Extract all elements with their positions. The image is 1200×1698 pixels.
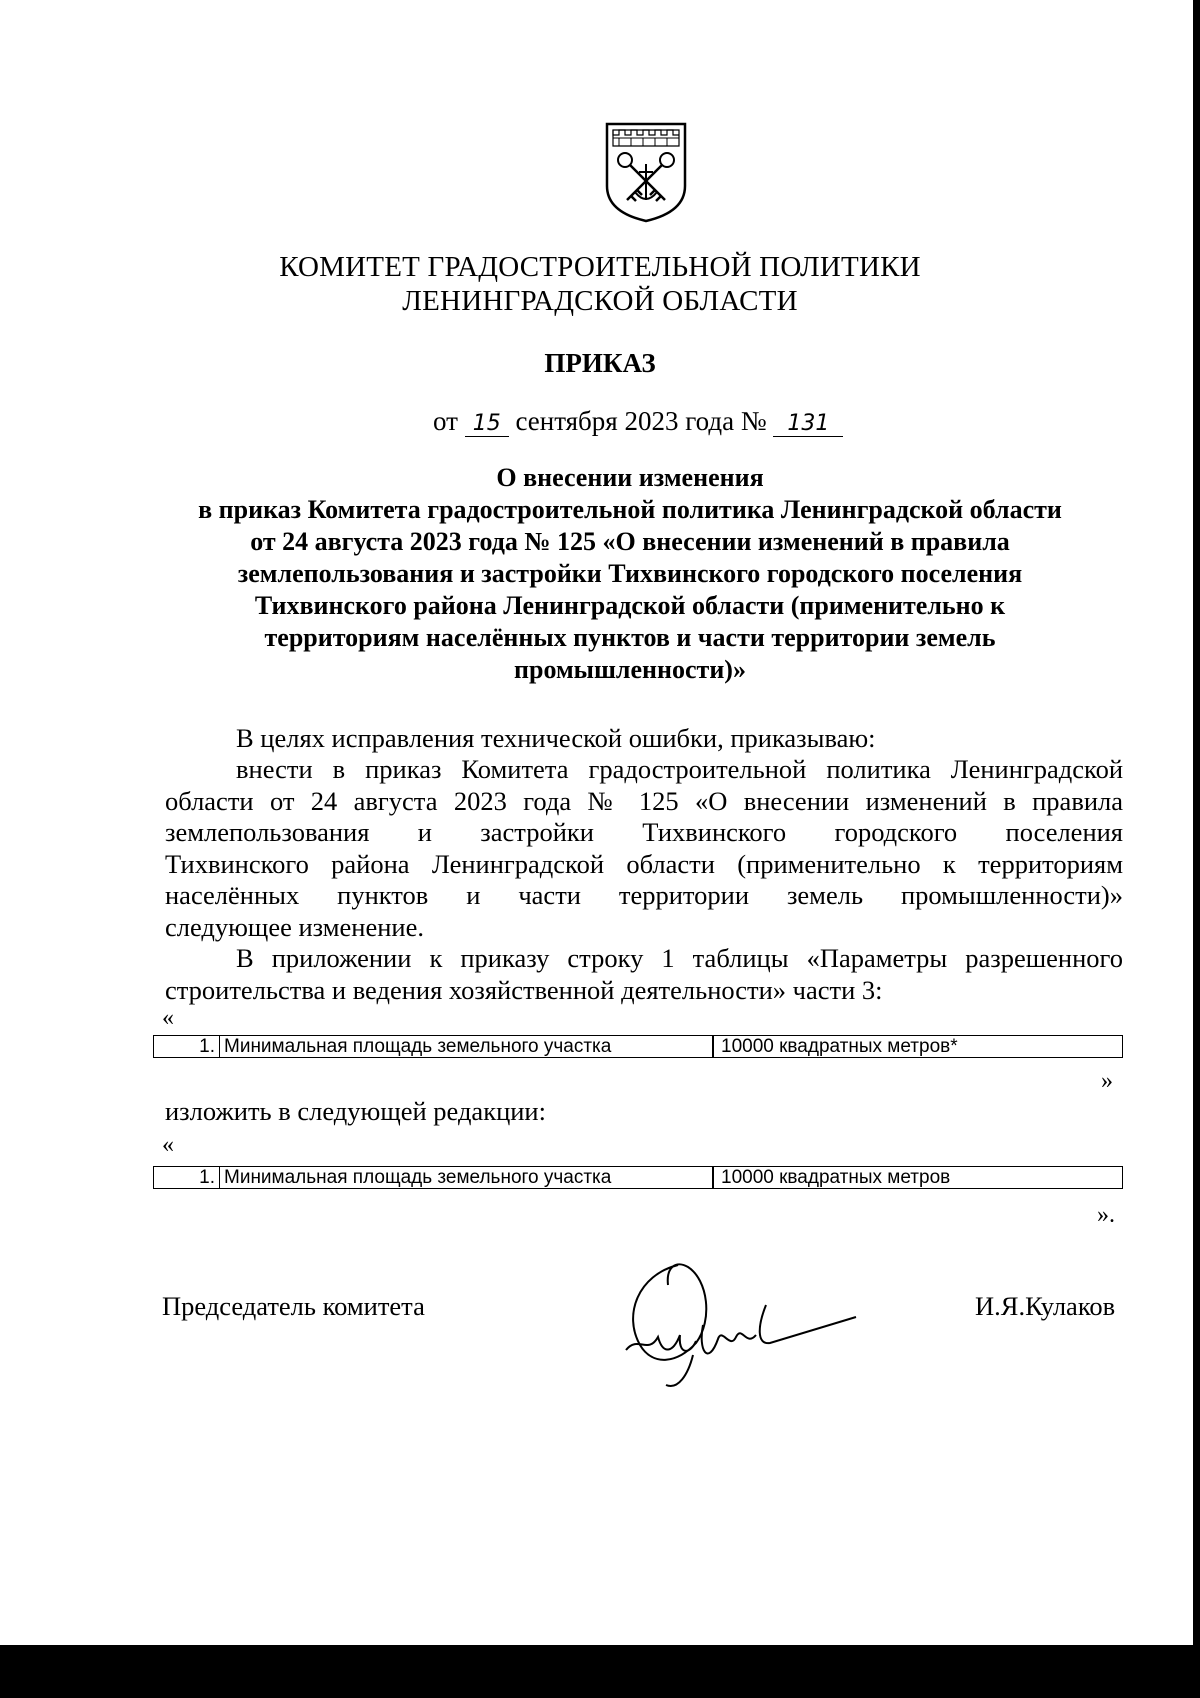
handwritten-day: 15 (465, 412, 509, 437)
subject-line: от 24 августа 2023 года № 125 «О внесении изменений в правила (250, 527, 1010, 556)
subject-line: Тихвинского района Ленинградской области (применительно к (254, 591, 1006, 620)
org-line-1: КОМИТЕТ ГРАДОСТРОИТЕЛЬНОЙ ПОЛИТИКИ (279, 251, 921, 283)
subject-line: промышленности)» (514, 655, 746, 684)
handwritten-number: 131 (773, 412, 843, 437)
date-month-year: сентября 2023 года № (515, 406, 767, 436)
signer-position: Председатель комитета (162, 1291, 425, 1321)
subject-line: О внесении изменения (496, 463, 764, 492)
paragraph-transition (165, 1096, 1123, 1128)
amendment-line: населённых пунктов и части территории земель промышленности)» (165, 880, 1123, 910)
row-value: 10000 квадратных метров* (721, 1036, 958, 1057)
open-quote: « (162, 1132, 174, 1158)
order-subject (150, 462, 1110, 686)
signature-icon (618, 1255, 868, 1395)
column-divider (712, 1167, 714, 1188)
close-quote-final: ». (1097, 1202, 1115, 1228)
paragraph-annex (165, 943, 1123, 1006)
date-line (433, 406, 843, 437)
paragraph-amendment (165, 754, 1123, 943)
organization-name (0, 250, 1200, 318)
document-type: ПРИКАЗ (544, 348, 656, 378)
table-row-old (153, 1035, 1123, 1058)
signer-name: И.Я.Кулаков (975, 1291, 1116, 1321)
coat-of-arms-icon (603, 120, 689, 224)
column-divider (712, 1036, 714, 1057)
row-number: 1. (154, 1036, 220, 1057)
row-parameter: Минимальная площадь земельного участка (224, 1167, 612, 1188)
amendment-line: внести в приказ Комитета градостроительной политика Ленинградской (236, 754, 1123, 784)
annex-line: строительства и ведения хозяйственной деятельности» части 3: (165, 974, 883, 1005)
scan-edge-bottom (0, 1645, 1200, 1698)
row-parameter: Минимальная площадь земельного участка (224, 1036, 612, 1057)
table-row-new (153, 1166, 1123, 1189)
org-line-2: ЛЕНИНГРАДСКОЙ ОБЛАСТИ (402, 285, 798, 317)
amendment-line: следующее изменение. (165, 911, 424, 942)
amendment-line: области от 24 августа 2023 года № 125 «О внесении изменений в правила (165, 785, 1123, 816)
amendment-line: Тихвинского района Ленинградской области (применительно к территориям (165, 848, 1123, 879)
row-value: 10000 квадратных метров (721, 1167, 951, 1188)
subject-line: территориям населённых пунктов и части территории земель (264, 623, 996, 652)
date-prefix: от (433, 406, 458, 436)
close-quote: » (1101, 1068, 1113, 1094)
purpose-text: В целях исправления технической ошибки, приказываю: (236, 723, 876, 753)
amendment-line: землепользования и застройки Тихвинского городского поселения (165, 817, 1123, 847)
subject-line: землепользования и застройки Тихвинского городского поселения (237, 559, 1023, 588)
open-quote: « (162, 1005, 174, 1031)
transition-text: изложить в следующей редакции: (165, 1096, 546, 1126)
subject-line: в приказ Комитета градостроительной политика Ленинградской области (198, 495, 1062, 524)
annex-line: В приложении к приказу строку 1 таблицы «Параметры разрешенного (236, 943, 1123, 973)
row-number: 1. (154, 1167, 220, 1188)
paragraph-purpose (165, 723, 1123, 755)
